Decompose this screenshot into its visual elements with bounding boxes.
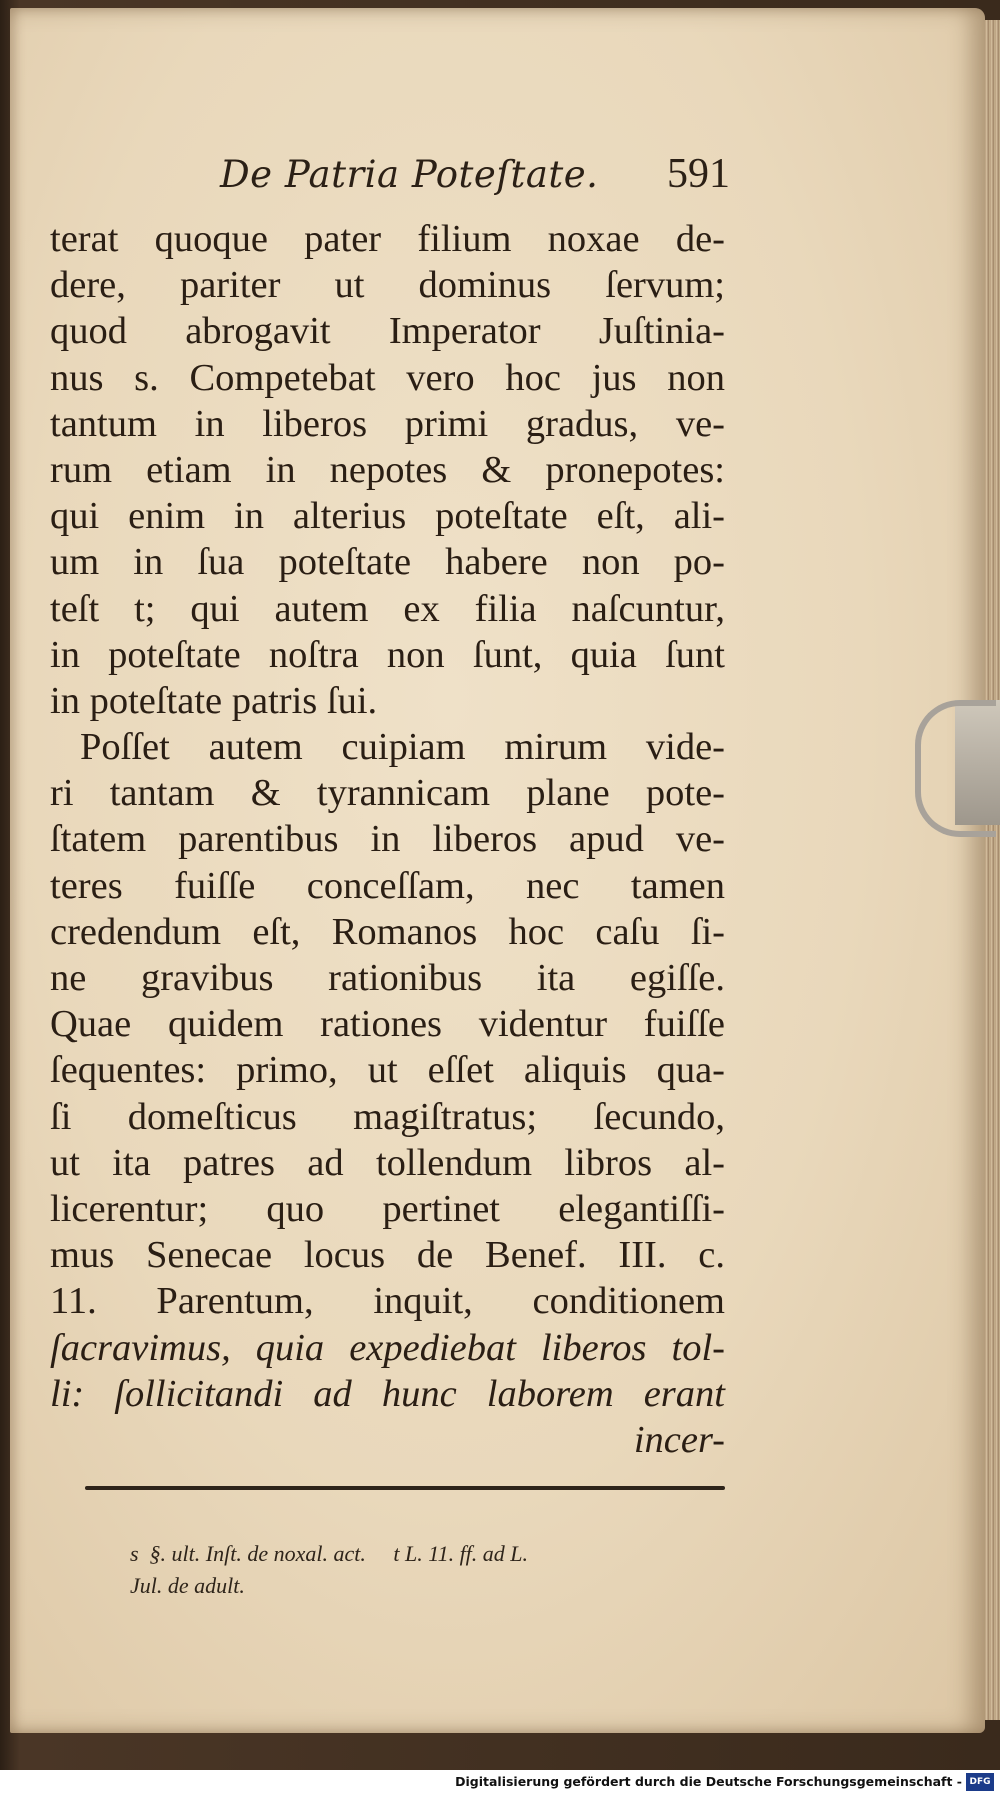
funding-credit: Digitalisierung gefördert durch die Deutsche Forschungsgemeinschaft - xyxy=(455,1774,962,1789)
footnotes xyxy=(130,1538,730,1602)
footnote-line: Jul. de adult. xyxy=(130,1573,245,1598)
text-line: Poſſet autem cuipiam mirum vide- xyxy=(80,726,725,769)
text-line: dere, pariter ut dominus ſervum; xyxy=(50,264,725,307)
running-title: De Patria Poteſtate. xyxy=(220,153,599,196)
book-clasp xyxy=(915,700,996,837)
text-line: Quae quidem rationes videntur fuiſſe xyxy=(50,1003,725,1046)
text-line: li: ſollicitandi ad hunc laborem erant xyxy=(50,1372,725,1415)
text-line: rum etiam in nepotes & pronepotes: xyxy=(50,448,725,491)
digitization-footer xyxy=(0,1770,1000,1796)
page-number: 591 xyxy=(667,151,730,197)
text-line: teres fuiſſe conceſſam, nec tamen xyxy=(50,864,725,907)
text-line: ſacravimus, quia expediebat liberos tol- xyxy=(50,1326,725,1369)
text-line: licerentur; quo pertinet elegantiſſi- xyxy=(50,1187,725,1230)
text-line: credendum eſt, Romanos hoc caſu ſi- xyxy=(50,910,725,953)
text-line: ne gravibus rationibus ita egiſſe. xyxy=(50,957,725,999)
text-line: ſi domeſticus magiſtratus; ſecundo, xyxy=(50,1095,725,1138)
text-line: in poteſtate patris ſui. xyxy=(50,679,378,722)
catchword: incer- xyxy=(633,1418,725,1461)
running-header xyxy=(220,148,740,208)
text-line: 11. Parentum, inquit, conditionem xyxy=(50,1280,725,1323)
text-line: um in ſua poteſtate habere non po- xyxy=(50,541,725,584)
text-line: nus s. Competebat vero hoc jus non xyxy=(50,356,725,399)
text-line: terat quoque pater filium noxae de- xyxy=(50,218,725,260)
footnote-line: s §. ult. Inſt. de noxal. act. t L. 11. ff. ad L. xyxy=(130,1541,529,1566)
text-line: tantum in liberos primi gradus, ve- xyxy=(50,402,725,445)
text-line: mus Senecae locus de Benef. III. c. xyxy=(50,1234,725,1277)
text-line: ſtatem parentibus in liberos apud ve- xyxy=(50,818,725,861)
text-line: ri tantam & tyrannicam plane pote- xyxy=(50,772,725,815)
text-line: quod abrogavit Imperator Juſtinia- xyxy=(50,310,725,353)
main-text xyxy=(50,216,725,1463)
footnote-rule xyxy=(85,1486,725,1490)
text-line: in poteſtate noſtra non ſunt, quia ſunt xyxy=(50,633,725,676)
text-line: ſequentes: primo, ut eſſet aliquis qua- xyxy=(50,1049,725,1092)
book-page xyxy=(10,8,985,1733)
text-line: ut ita patres ad tollendum libros al- xyxy=(50,1141,725,1184)
text-line: teſt t; qui autem ex filia naſcuntur, xyxy=(50,587,725,630)
text-line: qui enim in alterius poteſtate eſt, ali- xyxy=(50,495,725,538)
dfg-logo[interactable]: DFG xyxy=(966,1773,994,1791)
